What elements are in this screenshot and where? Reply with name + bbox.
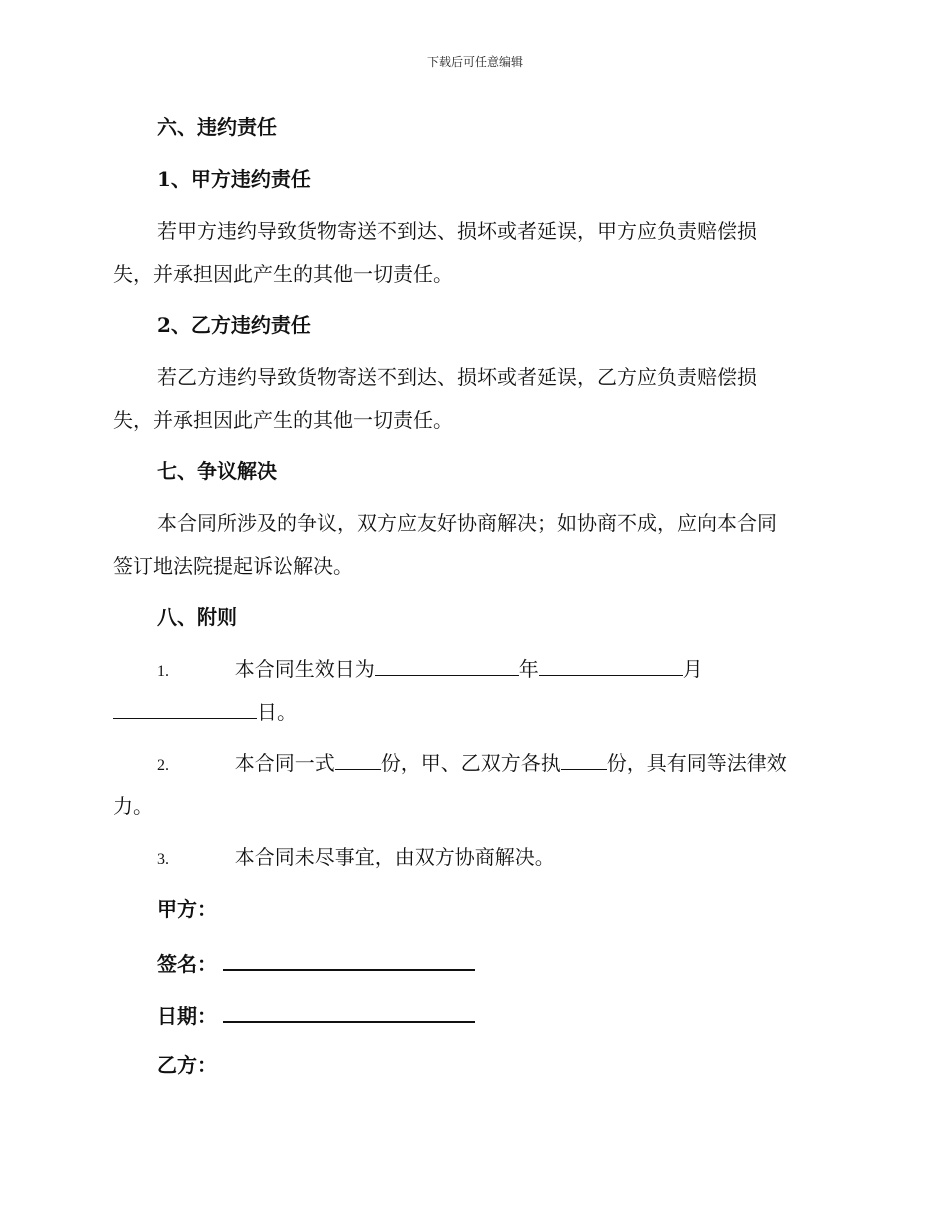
item1-month-label: 月 [682, 657, 703, 681]
date-row [157, 1001, 475, 1028]
section6-sub2-line2: 失，并承担因此产生的其他一切责任。 [113, 408, 453, 432]
section8-item1-cont [113, 700, 297, 724]
section6-title: 六、违约责任 [157, 115, 277, 139]
item1-number: 1. [157, 663, 169, 680]
item2-text-b: 份，甲、乙双方各执 [380, 751, 561, 775]
sign-line [223, 949, 475, 971]
section7-line2: 签订地法院提起诉讼解决。 [113, 554, 353, 578]
page-header: 下载后可任意编辑 [426, 55, 523, 69]
sign-label: 签名： [157, 952, 217, 976]
item1-day-label: 日。 [257, 700, 297, 724]
party-b-label: 乙方： [157, 1053, 217, 1077]
section8-item3 [157, 845, 555, 872]
section6-sub2-title: 2、乙方违约责任 [157, 313, 311, 337]
year-blank [375, 657, 519, 676]
day-blank [113, 700, 257, 719]
section8-item1 [157, 657, 703, 684]
section6-sub1-line2: 失，并承担因此产生的其他一切责任。 [113, 262, 453, 286]
section6-sub1-line1: 若甲方违约导致货物寄送不到达、损坏或者延误，甲方应负责赔偿损 [157, 219, 757, 243]
item2-text-c: 份，具有同等法律效 [606, 751, 787, 775]
item1-year-label: 年 [518, 657, 539, 681]
copies-blank [335, 751, 381, 770]
sign-row [157, 949, 475, 976]
section8-item2 [157, 751, 787, 778]
section6-sub2-line1: 若乙方违约导致货物寄送不到达、损坏或者延误，乙方应负责赔偿损 [157, 365, 757, 389]
section8-item2-cont: 力。 [113, 794, 153, 818]
month-blank [539, 657, 683, 676]
date-line [223, 1001, 475, 1023]
item2-number: 2. [157, 757, 169, 774]
item2-text-a: 本合同一式 [234, 751, 335, 775]
each-copies-blank [561, 751, 607, 770]
item3-text: 本合同未尽事宜，由双方协商解决。 [234, 845, 555, 869]
section7-title: 七、争议解决 [157, 459, 277, 483]
item3-number: 3. [157, 851, 169, 868]
section6-sub1-title: 1、甲方违约责任 [157, 167, 311, 191]
section8-title: 八、附则 [157, 605, 237, 629]
section7-line1: 本合同所涉及的争议，双方应友好协商解决；如协商不成，应向本合同 [157, 511, 777, 535]
date-label: 日期： [157, 1004, 217, 1028]
item1-text: 本合同生效日为 [234, 657, 375, 681]
party-a-label: 甲方： [157, 897, 217, 921]
